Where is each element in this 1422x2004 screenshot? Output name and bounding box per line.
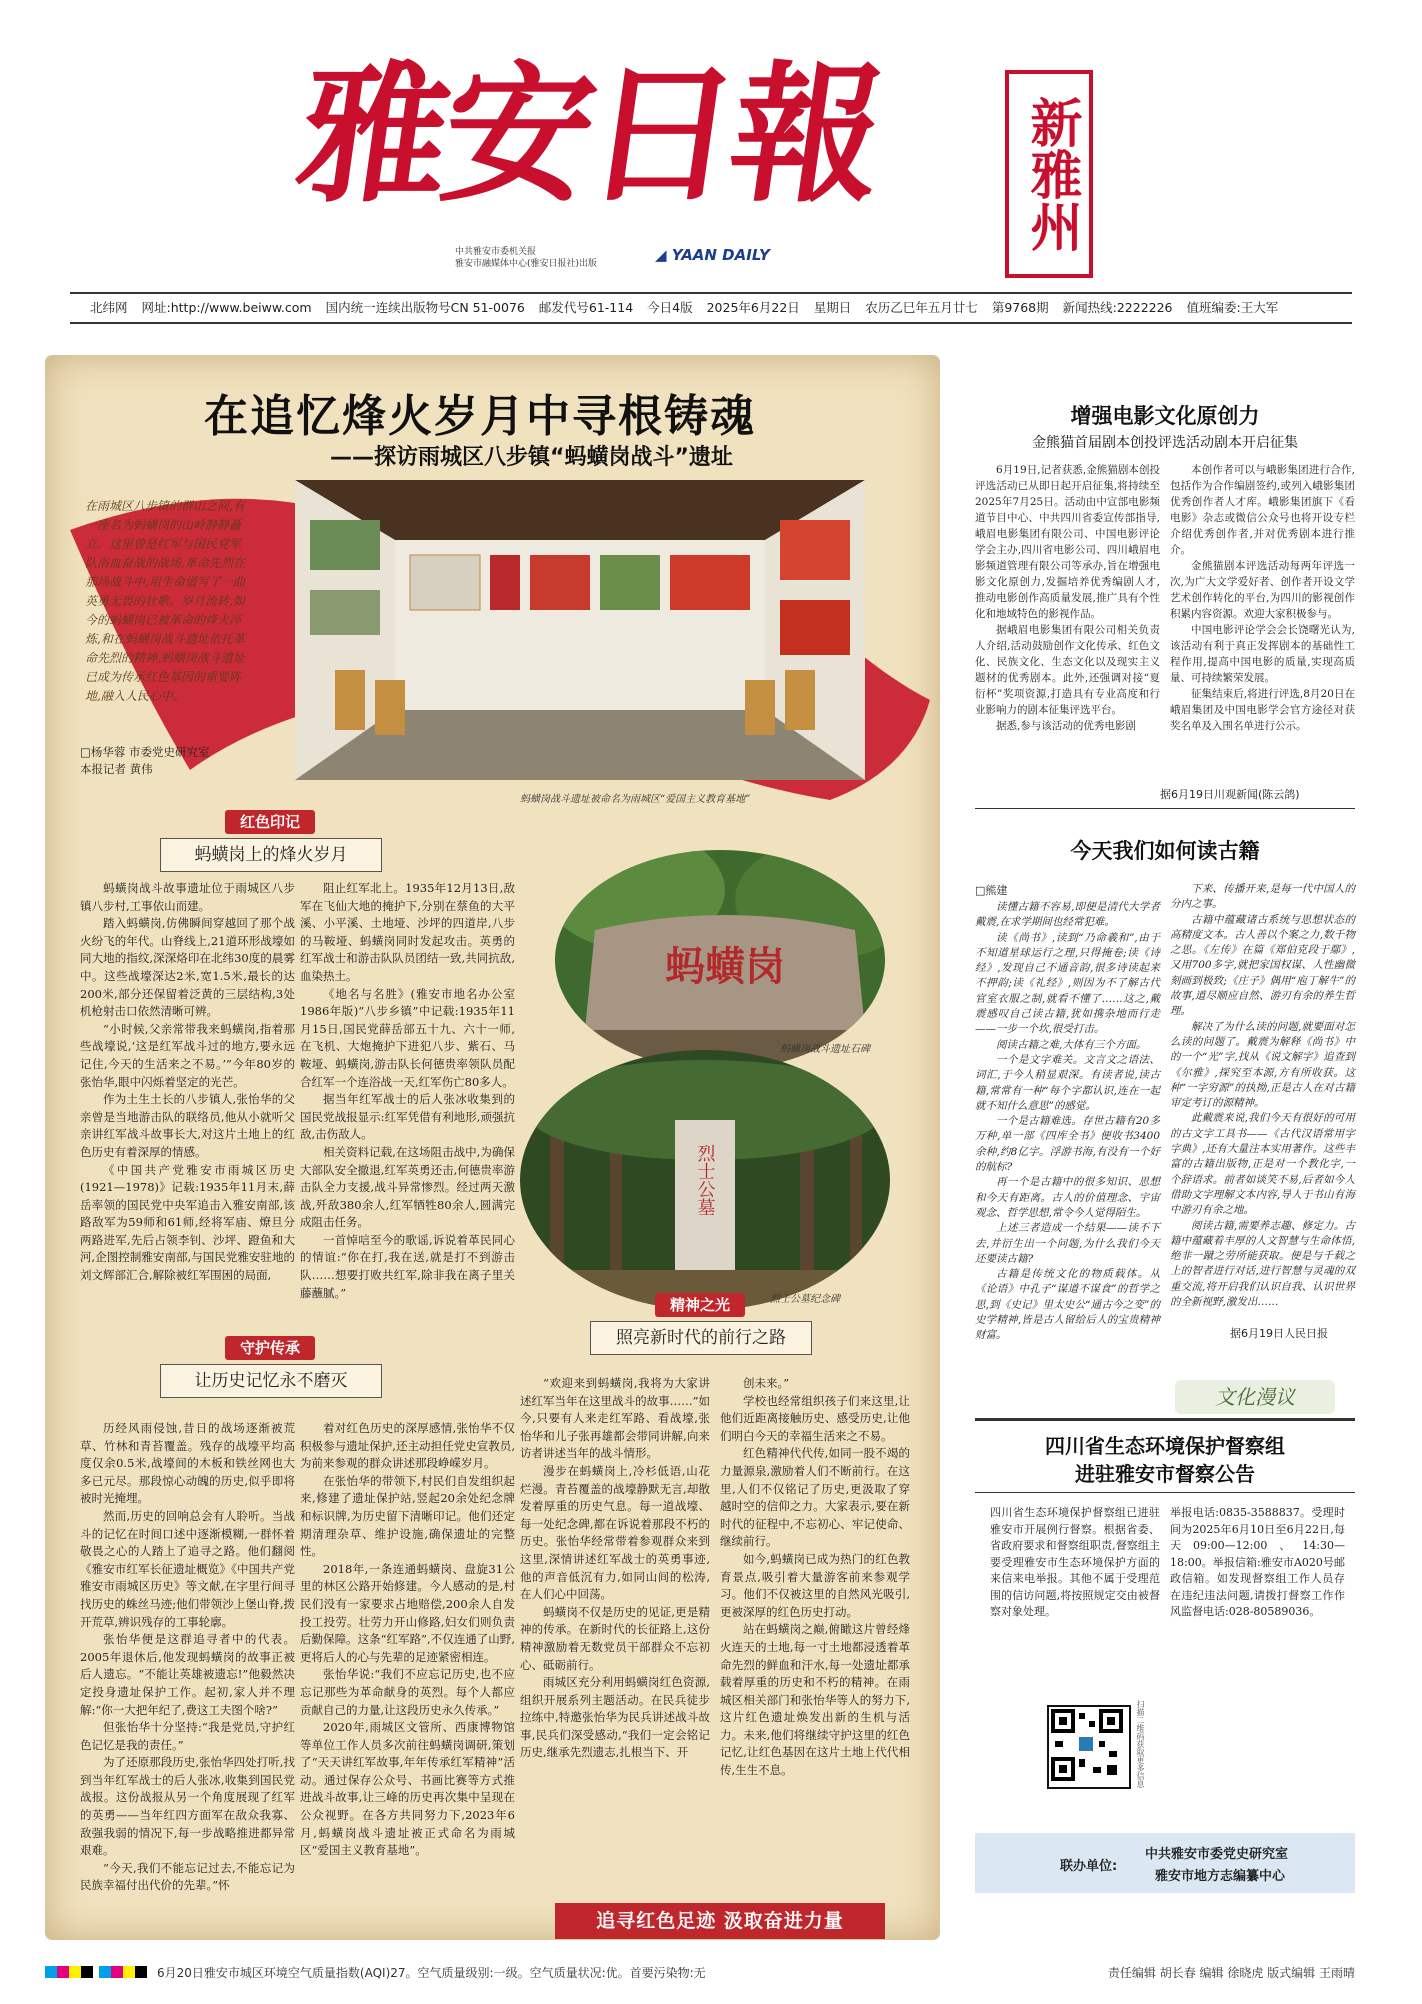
paragraph: 如今,蚂蟥岗已成为热门的红色教育景点,吸引着大量游客前来参观学习。他们不仅被这里的自然风光吸引,更被深厚的红色历史打动。	[720, 1551, 910, 1619]
paragraph: 2018年,一条连通蚂蟥岗、盘旋31公里的林区公路开始修建。今人感动的是,村民们没有一家要求占地赔偿,200余人自发投工投劳。壮劳力开山修路,妇女们则负责后勤保障。这条“红军路”,不仅连通了山野,更将后人的心与先辈的足迹紧密相连。	[300, 1561, 515, 1664]
paragraph: 蚂蟥岗战斗故事遗址位于雨城区八步镇八步村,工事依山而建。	[80, 881, 295, 913]
feature-subheadline: ——探访雨城区八步镇“蚂蟥岗战斗”遗址	[330, 445, 733, 470]
footer	[45, 1960, 1355, 1984]
paragraph: 再一个是古籍中的很多知识、思想和今天有距离。古人的价值理念、宇宙观念、哲学思想,常令今人觉得陌生。	[975, 1176, 1160, 1219]
article1-column-1	[975, 462, 1160, 734]
paragraph: 红色精神代代传,如同一股不竭的力量源泉,激励着人们不断前行。在这里,人们不仅铭记了历史,更汲取了穿越时空的信仰之力。大家表示,要在新时代的征程中,不忘初心、牢记使命、继续前行。	[720, 1446, 910, 1549]
article-column-6	[720, 1375, 910, 1780]
english-title: ◢ YAAN DAILY	[655, 246, 770, 264]
paragraph: 2020年,雨城区文管所、西康博物馆等单位工作人员多次前往蚂蟥岗调研,策划了“天天讲红军故事,年年传承红军精神”活动。通过保存公众号、书画比赛等方式推进战斗故事,让三峰的历史再次集中呈现在公众视野。在各方共同努力下,2023年6月,蚂蟥岗战斗遗址被正式命名为雨城区“爱国主义教育基地”。	[300, 1720, 515, 1858]
paragraph: 读《尚书》,读到“乃命羲和”,由于不知道星球运行之理,只得掩卷;读《诗经》,发现自己不通音韵,很多诗读起来不押韵;读《礼经》,则因为不了解古代官室衣服之制,就看不懂了……这之,戴震感叹自己读古籍,犹如携杂地而行走——一步一个坎,很受打击。	[975, 931, 1160, 1036]
paragraph: 学校也经常组织孩子们来这里,让他们近距离接触历史、感受历史,让他们明白今天的幸福生活来之不易。	[720, 1393, 910, 1443]
paragraph: 一个是古籍难选。存世古籍有20多万种,单一部《四库全书》便收书3400余种,约8亿字。浮游书海,有没有一个好的航标?	[975, 1115, 1160, 1174]
section-title-spirit: 照亮新时代的前行之路	[590, 1321, 812, 1355]
photo-exhibition-hall	[295, 480, 865, 780]
article1-source: 据6月19日川观新闻(陈云鸽)	[1160, 788, 1300, 801]
paragraph: 然而,历史的回响总会有人聆听。当战斗的记忆在时间口述中逐渐模糊,一群怀着敬畏之心的人踏上了追寻之路。他们翻阅《雅安市红军长征遗址概览》《中国共产党雅安市雨城区历史》等文献,在字里行间寻找历史的蛛丝马迹;他们带领沙上堡山脊,拨开荒草,辨识残存的工事轮廓。	[80, 1508, 295, 1629]
exhibition-hall-illustration	[295, 480, 865, 780]
paragraph: 踏入蚂蟥岗,仿佛瞬间穿越回了那个战火纷飞的年代。山脊线上,21道环形战壕如同大地的指纹,深深烙印在北纬30度的晨雾中。这些战壕深达2米,宽1.5米,最长的达200米,部分还保留着泛黄的三层结构,3处机枪射击口依然清晰可辨。	[80, 916, 295, 1019]
section-title-red-memory: 蚂蟥岗上的烽火岁月	[160, 838, 382, 872]
paragraph: 为了还原那段历史,张怡华四处打听,找到当年红军战士的后人张冰,收集到国民党战报。这份战报从另一个角度展现了红军的英勇——当年红四方面军在敌众我寡、敌强我弱的情况下,每一步战略推进都异常艰难。	[80, 1755, 295, 1858]
notice-body-1: 四川省生态环境保护督察组已进驻雅安市开展例行督察。根据省委、省政府要求和督察组职责,督察组主要受理雅安市生态环境保护方面的来信来电举报。其他不属于受理范围的信访问题,将按照规定交由被督察对象处理。	[990, 1506, 1160, 1618]
publisher-line1: 中共雅安市委机关报	[455, 247, 537, 257]
divider-2	[975, 1418, 1355, 1421]
info-item: 北纬网	[90, 300, 128, 315]
co-organizer-2: 雅安市地方志编纂中心	[1155, 1869, 1286, 1884]
paragraph: 据当年红军战士的后人张冰收集到的国民党战报显示:红军凭借有利地形,顽强抗敌,击伤敌人。	[300, 1092, 515, 1142]
stele-carving: 蚂蟥岗	[665, 943, 785, 990]
photo2-caption: 蚂蟥岗战斗遗址石碑	[780, 1044, 870, 1055]
paragraph: 《中国共产党雅安市雨城区历史(1921—1978)》记载:1935年11月末,薛岳率领的国民党中央军追击入雅安南部,该路敌军为59师和61师,经将军庙、燎旦分两路进军,先后占领李钊、沙坪、蹬鱼和大河,企图控制雅安南部,与国民党雅安驻地的刘文辉部汇合,解除被红军围困的局面,	[80, 1162, 295, 1283]
paragraph: 蚂蟥岗不仅是历史的见证,更是精神的传承。在新时代的长征路上,这份精神激励着无数党员干部群众不忘初心、砥砺前行。	[520, 1604, 710, 1672]
feature-byline	[80, 744, 260, 778]
notice-title-line1: 四川省生态环境保护督察组	[1045, 1434, 1285, 1458]
editors-text: 责任编辑 胡长春 编辑 徐晓虎 版式编辑 王雨晴	[1107, 1965, 1355, 1980]
paragraph: 古籍中蕴藏诸古系统与思想状态的高精度文本。古人善以个案之力,数千物之思。《左传》在篇《郑伯克段于鄢》,又用700多字,就把家国权谋、人性幽微刻画到极致;《庄子》偶用“庖丁解牛”的故事,道尽顺应自然、游刃有余的养生哲理。	[1170, 913, 1355, 1018]
article2-source: 据6月19日人民日报	[1230, 1327, 1328, 1340]
seal-stamp: 新雅州	[1005, 70, 1093, 278]
info-item: 值班编委:王大军	[1186, 300, 1279, 315]
article-column-3	[80, 1420, 295, 1895]
paragraph: 6月19日,记者获悉,金熊猫剧本创投评选活动已从即日起开启征集,将持续至2025年7月25日。活动由中宣部电影频道节目中心、中共四川省委宣传部指导,峨眉电影集团有限公司、中国电影评论学会主办,四川省电影公司、四川峨眉电影频道管理有限公司等承办,旨在增强电影文化原创力,发掘培养优秀编剧人才,推动电影创作高质量发展,推广具有个性化和地域特色的影视作品。	[975, 464, 1160, 620]
article1-column-2	[1170, 462, 1355, 734]
stone-stele-illustration	[555, 850, 885, 1070]
column-logo-wenhua: 文化漫议	[1175, 1380, 1335, 1414]
article2-title: 今天我们如何读古籍	[1070, 839, 1260, 863]
qr-caption: 扫描二维码获取更多信息	[1136, 1700, 1145, 1788]
english-title-text: YAAN DAILY	[671, 246, 770, 264]
paragraph: 中国电影评论学会会长饶曙光认为,该活动有利于真正发挥剧本的基础性工程作用,提高中国电影的质量,实现高质量、可持续繁荣发展。	[1170, 624, 1355, 684]
paragraph: “欢迎来到蚂蟥岗,我将为大家讲述红军当年在这里战斗的故事……”如今,只要有人来走红军路、看战壕,张怡华和儿子张再雄都会带同讲解,向来访者讲述当年的战斗情形。	[520, 1376, 710, 1461]
paragraph: 据悉,参与该活动的优秀电影剧	[996, 720, 1136, 732]
paragraph: 在张怡华的带领下,村民们自发组织起来,修建了遗址保护站,竖起20余处纪念牌和标识牌,为历史留下清晰印记。他们还定期清理杂草、维护设施,确保遗址的完整性。	[300, 1473, 515, 1559]
article-column-5	[520, 1375, 710, 1762]
paragraph: 作为土生土长的八步镇人,张怡华的父亲曾是当地游击队的联络员,他从小就听父亲讲红军战斗故事长大,对这片土地上的红色历史有着深厚的情感。	[80, 1092, 295, 1159]
section-title-heritage: 让历史记忆永不磨灭	[160, 1364, 382, 1398]
paragraph: 阅读古籍之难,大体有三个方面。	[996, 1038, 1147, 1051]
info-item: 今日4版	[647, 300, 693, 315]
feature-intro: 在雨城区八步镇的群山之间,有一座名为蚂蟥岗的山岭静静矗立。这里曾是红军与国民党军队浴血奋战的战场,革命先烈在那场战斗中,用生命谱写了一曲英勇无畏的壮歌。岁月流转,如今的蚂蟥岗已被革命的烽火淬炼,和在蚂蟥岗战斗遗址依托革命先烈的精神,蚂蟥岗战斗遗址已成为传承红色基因的重要阵地,融入人民心中。	[85, 499, 245, 703]
paragraph: 漫步在蚂蟥岗上,冷杉低语,山花烂漫。青苔覆盖的战壕静默无言,却散发着厚重的历史气息。每一道战壕、每一处纪念碑,都在诉说着那段不朽的历史。张怡华经常带着参观群众来到这里,深情讲述红军战士的英勇事迹,他的声音低沉有力,如同山间的松涛,在人们心中回荡。	[520, 1463, 710, 1602]
paragraph: “今天,我们不能忘记过去,不能忘记为民族幸福付出代价的先辈。”怀	[80, 1860, 295, 1893]
paragraph: 征集结束后,将进行评选,8月20日在峨眉集团及中国电影学会官方途径对获奖名单及入围名单进行公示。	[1170, 688, 1355, 732]
publisher-info	[455, 246, 597, 270]
divider-3	[975, 1492, 1355, 1493]
photo3-caption: 烈士公墓纪念碑	[770, 1294, 840, 1305]
divider-1	[975, 808, 1355, 809]
tomb-monument-illustration	[520, 1050, 890, 1310]
co-organizer-box	[975, 1833, 1355, 1893]
paragraph: 《地名与名胜》(雅安市地名办公室1986年版)“八步乡镇”中记载:1935年11月15日,国民党薛岳部五十九、六十一师,在飞机、大炮掩护下进犯八步、紫石、马鞍垭、蚂蟥岗,游击队长何德贵率领队员配合红军一个连浴战一天,红军伤亡80多人。	[300, 986, 515, 1089]
paragraph: 解决了为什么读的问题,就要面对怎么读的问题了。戴震为解释《尚书》中的一个“光”字,找从《说文解字》追查到《尔雅》,探究至本源,方有所收获。这种“一字穷源”的执拗,正是古人在对古籍审定考订的源精神。	[1170, 1020, 1355, 1110]
air-quality-text: 6月20日雅安市城区环境空气质量指数(AQI)27。空气质量级别:一级。空气质量状况:优。首要污染物:无	[157, 1965, 706, 1980]
article2-column-2	[1170, 882, 1355, 1310]
bottom-banner: 追寻红色足迹 汲取奋进力量	[555, 1903, 885, 1939]
paragraph: 雨城区充分利用蚂蟥岗红色资源,组织开展系列主题活动。在民兵徒步拉练中,特邀张怡华为民兵讲述战斗故事,民兵们深受感动,“我们一定会铭记历史,继承先烈遗志,扎根当下、开	[520, 1675, 710, 1760]
info-item: 第9768期	[991, 300, 1049, 315]
paragraph: 但张怡华十分坚持:“我是党员,守护红色记忆是我的责任。”	[80, 1720, 295, 1752]
info-item: 2025年6月22日	[706, 300, 800, 315]
paragraph: 站在蚂蟥岗之巅,俯瞰这片曾经烽火连天的土地,每一寸土地都浸透着革命先烈的鲜血和汗水,每一处遗址都承载着厚重的历史和不朽的精神。在雨城区相关部门和张怡华等人的努力下,这片红色遗址焕发出新的生机与活力。未来,他们将继续守护这里的红色记忆,让红色基因在这片土地上代代相传,生生不息。	[720, 1622, 910, 1778]
paragraph: 阅读古籍,需要养志趣、修定力。古籍中蕴藏着丰厚的人文智慧与生命体悟,绝非一蹴之劳所能获取。便是与千载之上的智者进行对话,进行智慧与灵魂的双重交流,将开启我们认识自我、认识世界的全新视野,激发出……	[1170, 1219, 1355, 1309]
color-registration-bar	[45, 1966, 147, 1978]
notice-title-line2: 进驻雅安市督察公告	[1075, 1462, 1255, 1486]
photo-tomb-monument	[520, 1050, 890, 1310]
paragraph: 相关资料记载,在这场阻击战中,为确保大部队安全撤退,红军英勇还击,何德贵率游击队全力支援,战斗异常惨烈。经过两天激战,歼敌380余人,红军牺牲80余人,圆满完成阻击任务。	[300, 1144, 515, 1230]
paragraph: 历经风雨侵蚀,昔日的战场逐渐被荒草、竹林和青苔覆盖。残存的战壕平均高度仅余0.5米,战壕间的木板和铁丝网也大多已元尽。那段惊心动魄的历史,似乎即将被时光掩埋。	[80, 1421, 295, 1506]
section-tag-red-memory: 红色印记	[225, 810, 315, 834]
paragraph: 着对红色历史的深厚感情,张怡华不仅积极参与遗址保护,还主动担任党史宣教员,为前来参观的群众讲述那段峥嵘岁月。	[300, 1421, 515, 1471]
paragraph: 张怡华说:“我们不应忘记历史,也不应忘记那些为革命献身的英烈。每个人都应贡献自己的力量,让这段历史永久传承。”	[300, 1667, 515, 1717]
section-tag-heritage: 守护传承	[225, 1336, 315, 1360]
paragraph: 本创作者可以与峨影集团进行合作,包括作为合作编剧签约,或列入峨影集团优秀创作者人才库。峨影集团旗下《看电影》杂志或微信公众号也将开设专栏介绍优秀创作者,并对优秀剧本进行推介。	[1170, 464, 1355, 556]
paragraph: 此戴震来说,我们今天有很好的可用的古文字工具书——《古代汉语常用字字典》,还有大量注本实用著作。这些丰富的古籍出版物,正是对一个教化字,一个辞语求。前者如谈笑不易,后者如今人借助文字理解文本内容,导人于书山有海中游刃有余之地。	[1170, 1112, 1355, 1217]
newspaper-title: 雅安日報	[287, 47, 889, 223]
info-item: 星期日	[813, 300, 852, 315]
article-column-4	[300, 1420, 515, 1860]
qr-pattern-icon	[1049, 1707, 1125, 1783]
info-line	[90, 298, 1350, 318]
paragraph: “小时候,父亲常带我来蚂蟥岗,指着那些战壕说,‘这是红军战斗过的地方,要永远记住,今天的生活来之不易。’”今年80岁的张怡华,眼中闪烁着坚定的光芒。	[80, 1021, 295, 1089]
byline-line2: 本报记者 黄伟	[80, 762, 153, 776]
info-item: 网址:http://www.beiww.com	[141, 300, 312, 315]
masthead-rule-top	[70, 292, 1352, 294]
paragraph: 下来、传播开来,是每一代中国人的分内之事。	[1170, 883, 1355, 911]
article1-title: 增强电影文化原创力	[1070, 404, 1260, 428]
paragraph: 一个是文字难关。文言文之语法、词汇,于今人稍显艰深。有读者说,读古籍,常常有一种“每个字都认识,连在一起就不知什么意思”的感觉。	[975, 1053, 1160, 1112]
paragraph: 读懂古籍不容易,即便是清代大学者戴震,在求学期间也经常犯难。	[975, 901, 1160, 929]
article-column-1	[80, 880, 295, 1285]
info-item: 新闻热线:2222226	[1062, 300, 1173, 315]
info-item: 农历乙巳年五月廿七	[865, 300, 978, 315]
paragraph: 据峨眉电影集团有限公司相关负责人介绍,活动鼓励创作文化传承、红色文化、民族文化、生态文化以及现实主义题材的优秀剧本。此外,还强调对接“夏衍杯”奖项资源,打造具有专业高度和行业影响力的剧本征集评选平台。	[975, 624, 1160, 716]
photo1-caption: 蚂蟥岗战斗遗址被命名为雨城区“爱国主义教育基地”	[520, 794, 751, 805]
co-organizer-1: 中共雅安市委党史研究室	[1145, 1847, 1289, 1862]
section-tag-spirit: 精神之光	[655, 1293, 745, 1317]
paragraph: 金熊猫剧本评选活动每两年评选一次,为广大文学爱好者、创作者开设文学艺术创作转化的平台,为四川的影视创作积累内容资源。欢迎大家积极参与。	[1170, 560, 1355, 620]
byline-line1: □杨华蓉 市委党史研究室	[80, 745, 210, 759]
qr-code[interactable]	[1047, 1705, 1131, 1789]
photo-stone-stele	[555, 850, 885, 1070]
article2-author: □熊建	[975, 884, 1008, 897]
co-organizer-label: 联办单位:	[1060, 1859, 1118, 1874]
article-column-2	[300, 880, 515, 1302]
info-item: 国内统一连续出版物号CN 51-0076	[325, 300, 525, 315]
tomb-inscription: 烈士公墓	[694, 1144, 716, 1216]
notice-body-2: 举报电话:0835-3588837。受理时间为2025年6月10日至6月22日,每天09:00—12:00、14:30—18:00。举报信箱:雅安市A020号邮政信箱。如发现督察组工作人员存在违纪违法问题,请拨打督察工作作风监督电话:028-80589036。	[1170, 1506, 1345, 1618]
publisher-line2: 雅安市融媒体中心(雅安日报社)出版	[455, 259, 598, 269]
paragraph: 上述三者造成一个结果——读不下去,并衍生出一个问题,为什么我们今天还要读古籍?	[975, 1222, 1160, 1265]
info-item: 邮发代号61-114	[538, 300, 634, 315]
article2-column-1	[975, 900, 1160, 1344]
masthead-rule-bottom	[70, 322, 1352, 324]
paragraph: 创未来。”	[743, 1376, 790, 1390]
masthead	[0, 0, 1422, 290]
feature-headline: 在追忆烽火岁月中寻根铸魂	[204, 391, 756, 442]
paragraph: 阻止红军北上。1935年12月13日,敌军在飞仙大地的掩护下,分别在蔡鱼的大平溪、小平溪、土地垭、沙坪的四道岸,八步的马鞍垭、蚂蟥岗同时发起攻击。英勇的红军战士和游击队队员团结一致,共同抗敌,血染热土。	[300, 881, 515, 983]
article1-subtitle: 金熊猫首届剧本创投评选活动剧本开启征集	[1032, 435, 1298, 451]
paragraph: 一首悼唁至今的歌谣,诉说着革民同心的情谊:“你在打,我在送,就是打不到游击队……想要打败共红军,除非我在离子里关藤蘸腻。”	[300, 1232, 515, 1300]
paragraph: 古籍是传统文化的物质载体。从《论语》中孔子“谋道不谋食”的哲学之思,到《史记》里太史公“通古今之变”的史学精神,皆是古人留给后人的宝贵精神财富。	[975, 1268, 1160, 1342]
paragraph: 张怡华便是这群追寻者中的代表。2005年退休后,他发现蚂蟥岗的故事正被后人遗忘。“不能让英雄被遗忘!”他毅然决定投身遗址保护工作。起初,家人并不理解:“你一大把年纪了,费这工夫图个啥?”	[80, 1632, 295, 1717]
